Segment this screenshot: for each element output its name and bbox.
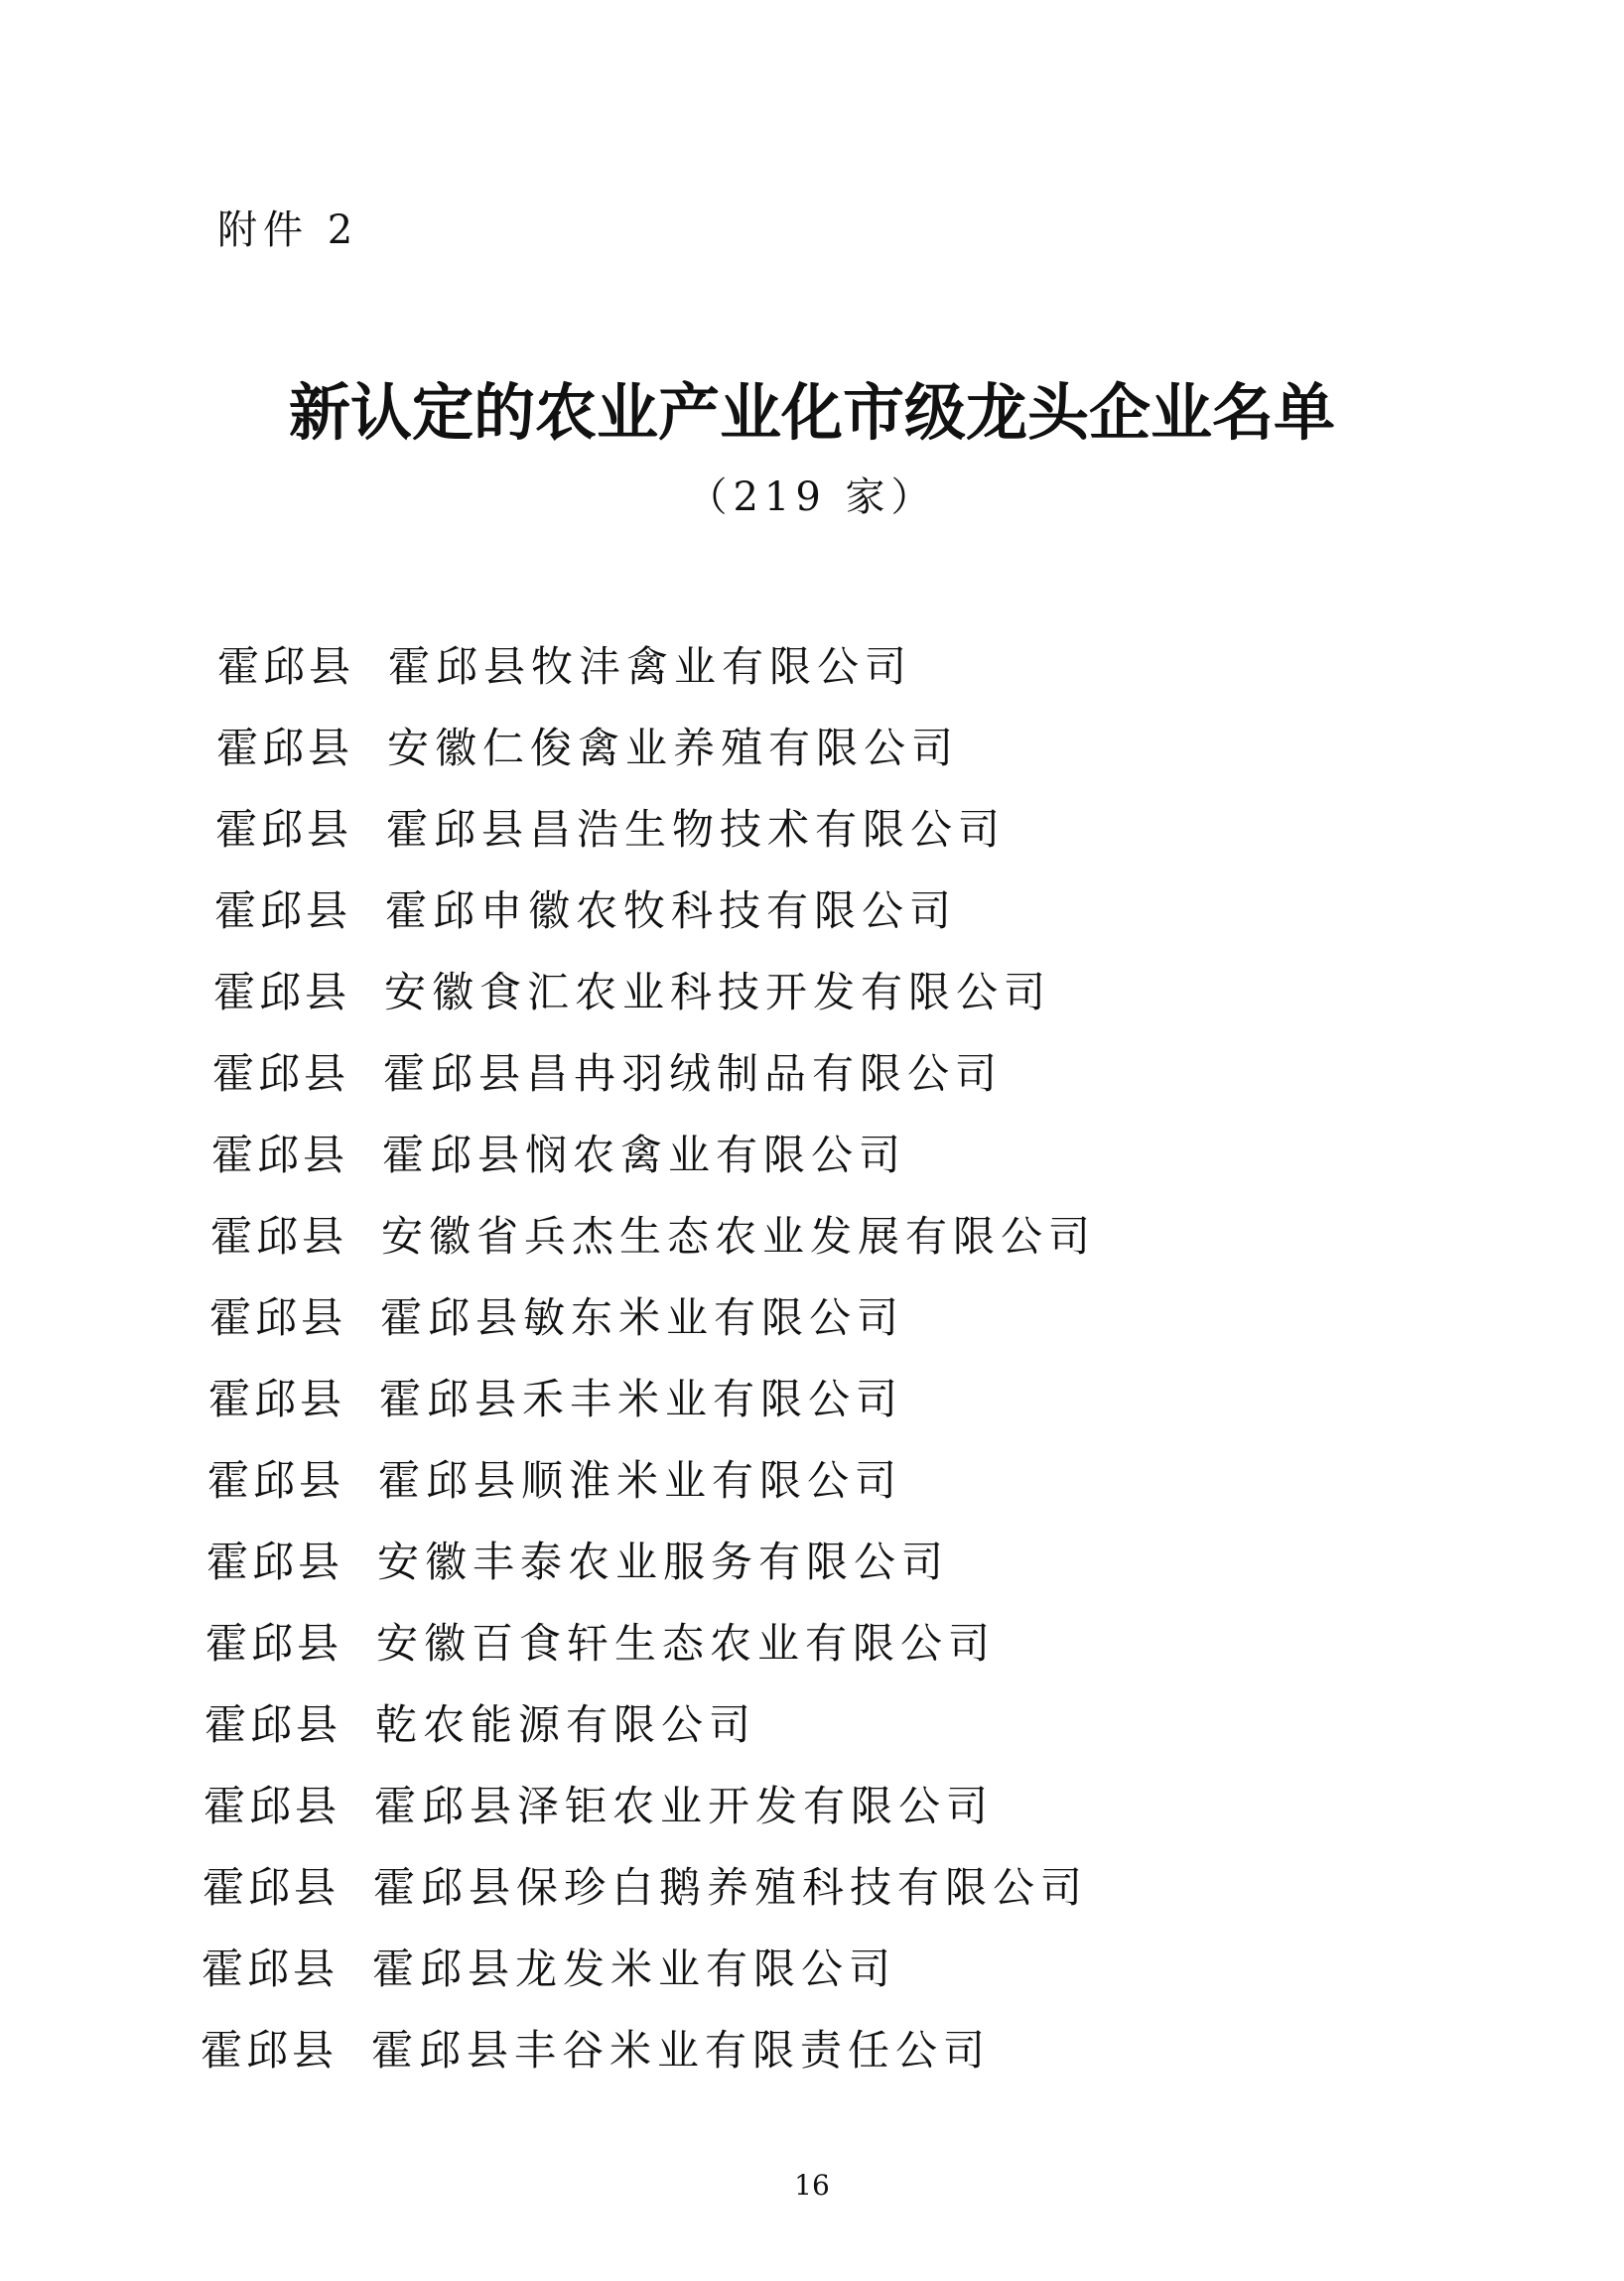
county-name: 霍邱县 — [210, 1212, 348, 1261]
list-item — [206, 1533, 949, 1592]
document-subtitle: （219 家） — [687, 474, 937, 520]
list-item — [210, 1207, 1096, 1267]
county-name: 霍邱县 — [207, 1456, 345, 1505]
county-name: 霍邱县 — [205, 1619, 343, 1668]
list-item — [213, 963, 1051, 1022]
county-name: 霍邱县 — [213, 968, 351, 1016]
company-name: 安徽食汇农业科技开发有限公司 — [384, 968, 1052, 1016]
company-name: 霍邱县顺淮米业有限公司 — [378, 1456, 903, 1505]
list-item — [217, 637, 912, 697]
list-item — [202, 1940, 896, 1999]
company-name: 霍邱县昌冉羽绒制品有限公司 — [383, 1049, 1004, 1098]
company-name: 安徽仁俊禽业养殖有限公司 — [387, 724, 960, 772]
company-name: 霍邱县牧沣禽业有限公司 — [388, 642, 913, 691]
company-name: 霍邱县昌浩生物技术有限公司 — [386, 805, 1007, 854]
list-item — [208, 1370, 903, 1429]
county-name: 霍邱县 — [212, 1049, 350, 1098]
list-item — [201, 2021, 991, 2080]
company-name: 霍邱县悯农禽业有限公司 — [382, 1131, 907, 1179]
county-name: 霍邱县 — [216, 724, 354, 772]
company-name: 霍邱县丰谷米业有限责任公司 — [371, 2026, 992, 2075]
county-name: 霍邱县 — [204, 1700, 342, 1749]
company-name: 霍邱县龙发米业有限公司 — [372, 1945, 897, 1993]
list-item — [203, 1777, 994, 1836]
attachment-label: 附件 2 — [217, 207, 359, 253]
county-name: 霍邱县 — [215, 805, 353, 854]
county-name: 霍邱县 — [206, 1538, 344, 1586]
company-name: 安徽省兵杰生态农业发展有限公司 — [381, 1212, 1097, 1261]
company-name: 霍邱县敏东米业有限公司 — [380, 1293, 905, 1342]
list-item — [209, 1288, 904, 1348]
list-item — [205, 1614, 996, 1674]
document-title: 新认定的农业产业化市级龙头企业名单 — [288, 376, 1335, 449]
company-name: 霍邱县保珍白鹅养殖科技有限公司 — [373, 1863, 1089, 1912]
company-name: 霍邱县泽钜农业开发有限公司 — [374, 1782, 995, 1830]
company-name: 安徽丰泰农业服务有限公司 — [377, 1538, 950, 1586]
county-name: 霍邱县 — [201, 2026, 338, 2075]
company-name: 安徽百食轩生态农业有限公司 — [376, 1619, 997, 1668]
list-item — [215, 800, 1006, 860]
list-item — [214, 881, 957, 941]
county-name: 霍邱县 — [203, 1782, 341, 1830]
county-name: 霍邱县 — [211, 1131, 349, 1179]
county-name: 霍邱县 — [203, 1863, 340, 1912]
county-name: 霍邱县 — [217, 642, 355, 691]
list-item — [216, 719, 959, 778]
list-item — [212, 1044, 1003, 1104]
list-item — [203, 1858, 1088, 1918]
county-name: 霍邱县 — [214, 886, 352, 935]
list-item — [207, 1451, 902, 1511]
company-name: 霍邱申徽农牧科技有限公司 — [385, 886, 958, 935]
page-number: 16 — [794, 2169, 830, 2202]
company-name: 霍邱县禾丰米业有限公司 — [379, 1375, 904, 1423]
county-name: 霍邱县 — [208, 1375, 346, 1423]
company-name: 乾农能源有限公司 — [375, 1700, 757, 1749]
county-name: 霍邱县 — [209, 1293, 347, 1342]
county-name: 霍邱县 — [202, 1945, 339, 1993]
list-item — [204, 1695, 756, 1755]
list-item — [211, 1126, 906, 1185]
